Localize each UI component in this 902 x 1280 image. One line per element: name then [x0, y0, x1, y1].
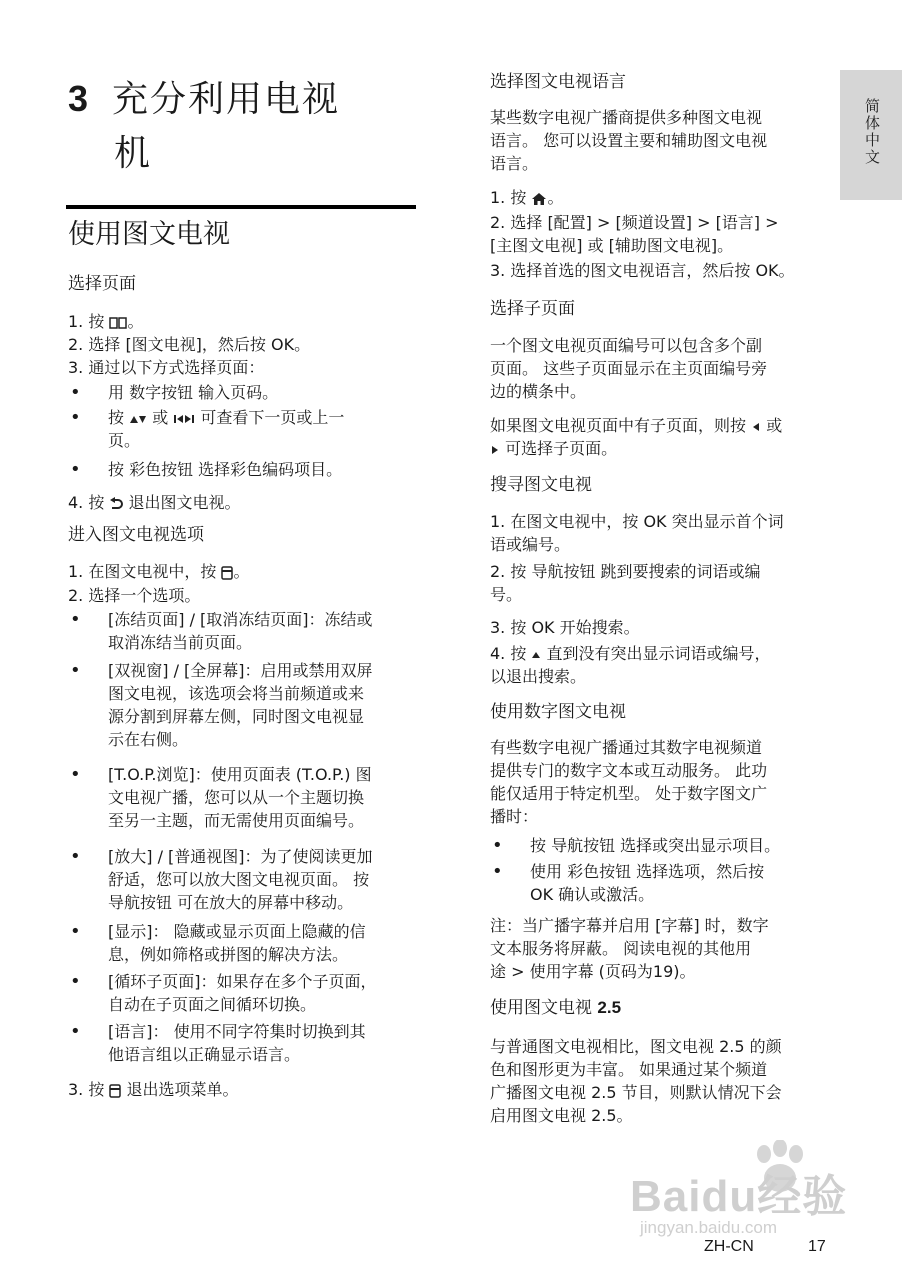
footer-language: ZH-CN [704, 1238, 754, 1255]
digital-desc: 有些数字电视广播通过其数字电视频道 提供专门的数字文本或互动服务。 此功 能仅适用于特定机型。 处于数字图文广 播时： [490, 738, 768, 826]
select-page-step4: 4. 按 退出图文电视。 [68, 493, 241, 512]
tt25-heading: 使用图文电视 2.5 [490, 998, 622, 1018]
options-step2: 2. 选择一个选项。 [68, 586, 201, 605]
section-rule [66, 205, 416, 209]
option-dual-screen: • [双视窗] / [全屏幕]：启用或禁用双屏 图文电视，该选项会将当前频道或来 源分割到屏幕左侧，同时图文电视显 示在右侧。 [68, 659, 373, 751]
page-number: 17 [808, 1238, 826, 1255]
options-step3: 3. 按 退出选项菜单。 [68, 1080, 239, 1099]
search-step4: 4. 按 直到没有突出显示词语或编号， 以退出搜索。 [490, 644, 771, 686]
tt25-desc: 与普通图文电视相比，图文电视 2.5 的颜 色和图形更为丰富。 如果通过某个频道 广播图文电视 2.5 节目，则默认情况下会 启用图文电视 2.5。 [490, 1037, 782, 1125]
select-page-bullet3: • 按 彩色按钮 选择彩色编码项目。 [68, 458, 342, 481]
digital-heading: 使用数字图文电视 [490, 702, 626, 722]
subpage-desc: 一个图文电视页面编号可以包含多个副 页面。 这些子页面显示在主页面编号旁 边的横条中。 [490, 336, 768, 401]
subpage-instructions: 如果图文电视页面中有子页面，则按 或 可选择子页面。 [490, 416, 783, 458]
watermark-url: jingyan.baidu.com [640, 1218, 778, 1237]
options-heading: 进入图文电视选项 [68, 525, 204, 545]
option-language: • [语言]： 使用不同字符集时切换到其 他语言组以正确显示语言。 [68, 1020, 366, 1066]
options-step1: 1. 在图文电视中，按 。 [68, 562, 250, 581]
select-page-heading: 选择页面 [68, 274, 136, 294]
up-arrow-icon [531, 650, 541, 660]
select-page-step2: 2. 选择 [图文电视]，然后按 OK。 [68, 335, 311, 354]
option-top-browse: • [T.O.P.浏览]：使用页面表 (T.O.P.) 图 文电视广播，您可以从一个主题切换 至另一主题，而无需使用页面编号。 [68, 763, 372, 832]
language-step2: 2. 选择 [配置] > [频道设置] > [语言] > [主图文电视] 或 [辅助图文电视]。 [490, 213, 779, 255]
search-step1: 1. 在图文电视中，按 OK 突出显示首个词 语或编号。 [490, 512, 784, 554]
language-side-tab [840, 70, 902, 200]
select-page-step3: 3. 通过以下方式选择页面： [68, 358, 265, 377]
option-freeze: • [冻结页面] / [取消冻结页面]：冻结或 取消冻结当前页面。 [68, 608, 373, 654]
option-reveal: • [显示]： 隐藏或显示页面上隐藏的信 息，例如筛格或拼图的解决方法。 [68, 920, 366, 966]
digital-note: 注：当广播字幕并启用 [字幕] 时，数字 文本服务将屏蔽。 阅读电视的其他用 途 > 使用字幕 (页码为19)。 [490, 916, 769, 981]
right-arrow-icon [490, 445, 500, 455]
digital-bullet2: • 使用 彩色按钮 选择选项，然后按 OK 确认或激活。 [490, 860, 764, 906]
chapter-title [68, 72, 398, 181]
language-heading: 选择图文电视语言 [490, 72, 626, 92]
section-title: 使用图文电视 [68, 219, 230, 250]
language-step3: 3. 选择首选的图文电视语言，然后按 OK。 [490, 261, 795, 280]
language-desc: 某些数字电视广播商提供多种图文电视 语言。 您可以设置主要和辅助图文电视 语言。 [490, 108, 768, 173]
digital-bullet1: • 按 导航按钮 选择或突出显示项目。 [490, 834, 780, 857]
side-tab-label: 简体中文 [863, 98, 881, 166]
watermark-brand: Baidu经验 [630, 1172, 848, 1221]
up-down-arrows-icon [129, 414, 147, 424]
back-icon [109, 497, 123, 511]
subpage-heading: 选择子页面 [490, 299, 575, 319]
teletext-book-icon [109, 317, 127, 329]
home-icon [531, 192, 547, 206]
search-step2: 2. 按 导航按钮 跳到要搜索的词语或编 号。 [490, 562, 761, 604]
select-page-step1: 1. 按 。 [68, 312, 144, 331]
chapter-number: 3 [68, 78, 91, 119]
search-step3: 3. 按 OK 开始搜索。 [490, 618, 640, 637]
select-page-bullet1: • 用 数字按钮 输入页码。 [68, 381, 278, 404]
search-heading: 搜寻图文电视 [490, 475, 592, 495]
options-icon-exit [109, 1084, 121, 1098]
option-zoom: • [放大] / [普通视图]：为了使阅读更加 舒适，您可以放大图文电视页面。 按 导航按钮 可在放大的屏幕中移动。 [68, 845, 373, 914]
chapter-title-line2: 机 [114, 133, 153, 174]
options-icon [221, 566, 233, 580]
select-page-bullet2: • 按 或 可查看下一页或上一 页。 [68, 406, 344, 452]
left-arrow-icon [751, 422, 761, 432]
language-step1: 1. 按 。 [490, 188, 564, 207]
baidu-watermark [600, 1140, 860, 1250]
option-cycle-subpages: • [循环子页面]：如果存在多个子页面， 自动在子页面之间循环切换。 [68, 970, 377, 1016]
prev-next-icon [173, 414, 195, 424]
chapter-title-line1: 充分利用电视 [112, 79, 341, 120]
